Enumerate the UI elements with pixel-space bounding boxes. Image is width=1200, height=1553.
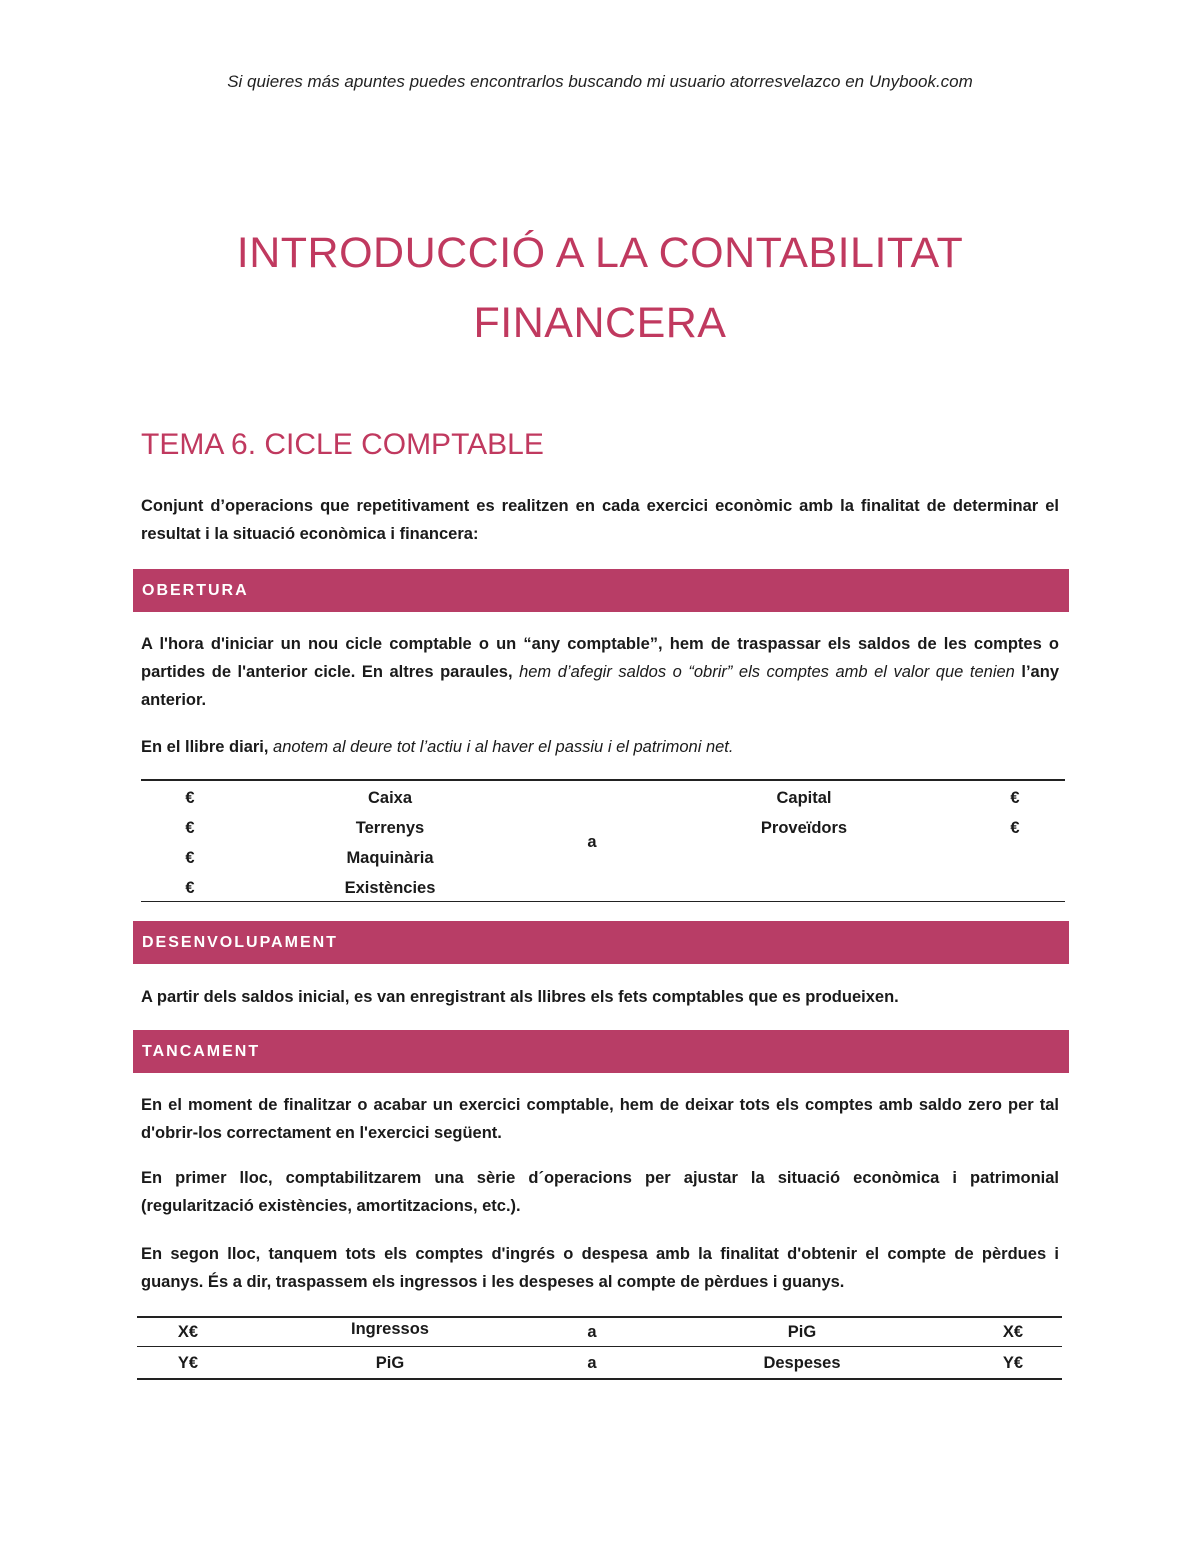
closing-credit-amount: X€: [1002, 1323, 1024, 1341]
closing-table-top-rule: [137, 1316, 1062, 1318]
opening-table-top-rule: [141, 779, 1065, 781]
tancament-paragraph-2: En primer lloc, comptabilitzarem una sèrie d´operacions per ajustar la situació econòmica i patrimonial (regularització existències, amortitzacions, etc.).: [141, 1169, 1059, 1215]
closing-debit-account: PiG: [375, 1354, 405, 1372]
obertura-p2-text: En el llibre diari,: [141, 738, 274, 756]
section-tancament-bar: TANCAMENT: [133, 1030, 1069, 1073]
opening-credit-amount: €: [1010, 789, 1020, 807]
opening-table-bottom-rule: [141, 901, 1065, 902]
section-desenvolupament-bar: DESENVOLUPAMENT: [133, 921, 1069, 964]
opening-credit-account: Capital: [776, 789, 832, 807]
closing-debit-account: Ingressos: [351, 1320, 429, 1338]
opening-debit-account: Terrenys: [355, 819, 425, 837]
closing-debit-amount: Y€: [177, 1354, 199, 1372]
obertura-p1-tail: l’any anterior.: [141, 663, 1059, 709]
opening-credit-account: Proveïdors: [760, 819, 848, 837]
document-title: [0, 218, 1200, 358]
obertura-paragraph-2: [141, 733, 1059, 761]
opening-debit-amount: €: [185, 849, 195, 867]
obertura-p2-italic: anotem al deure tot l’actiu i al haver el passiu i el patrimoni net.: [273, 738, 734, 756]
header-note: Si quieres más apuntes puedes encontrarlos buscando mi usuario atorresvelazco en Unybook.com: [227, 72, 973, 91]
title-line-1: INTRODUCCIÓ A LA CONTABILITAT: [236, 229, 964, 277]
opening-debit-amount: €: [185, 879, 195, 897]
closing-table-bottom-rule: [137, 1378, 1062, 1380]
obertura-paragraph-1: [141, 630, 1059, 714]
opening-debit-amount: €: [185, 789, 195, 807]
opening-debit-amount: €: [185, 819, 195, 837]
intro-paragraph: Conjunt d’operacions que repetitivament es realitzen en cada exercici econòmic amb la finalitat de determinar el resultat i la situació econòmica i financera:: [141, 497, 1059, 543]
closing-connector: a: [587, 1323, 597, 1341]
closing-debit-amount: X€: [177, 1323, 199, 1341]
opening-credit-amount: €: [1010, 819, 1020, 837]
closing-connector: a: [587, 1354, 597, 1372]
closing-table-row-divider: [137, 1346, 1062, 1347]
opening-debit-account: Existències: [344, 879, 436, 897]
closing-credit-account: Despeses: [763, 1354, 841, 1372]
opening-connector: a: [587, 833, 597, 851]
closing-credit-amount: Y€: [1002, 1354, 1024, 1372]
tema-heading: TEMA 6. CICLE COMPTABLE: [141, 428, 544, 461]
closing-credit-account: PiG: [787, 1323, 817, 1341]
obertura-p1-text: A l'hora d'iniciar un nou cicle comptable o un “any comptable”, hem de traspassar els saldos de les comptes o partides de l'anterior cicle. En altres paraules,: [141, 635, 1059, 681]
opening-debit-account: Caixa: [367, 789, 413, 807]
title-line-2: FINANCERA: [473, 299, 727, 347]
desenvolupament-paragraph: A partir dels saldos inicial, es van enregistrant als llibres els fets comptables que es produeixen.: [141, 988, 899, 1006]
tancament-paragraph-3: En segon lloc, tanquem tots els comptes d'ingrés o despesa amb la finalitat d'obtenir el compte de pèrdues i guanys. És a dir, traspassem els ingressos i les despeses al compte de pèrdues i guanys.: [141, 1245, 1059, 1291]
opening-debit-account: Maquinària: [346, 849, 434, 867]
section-obertura-bar: OBERTURA: [133, 569, 1069, 612]
obertura-p1-italic: hem d’afegir saldos o “obrir” els comptes amb el valor que tenien: [519, 663, 1015, 681]
tancament-paragraph-1: En el moment de finalitzar o acabar un exercici comptable, hem de deixar tots els comptes amb saldo zero per tal d'obrir-los correctament en l'exercici següent.: [141, 1096, 1059, 1142]
